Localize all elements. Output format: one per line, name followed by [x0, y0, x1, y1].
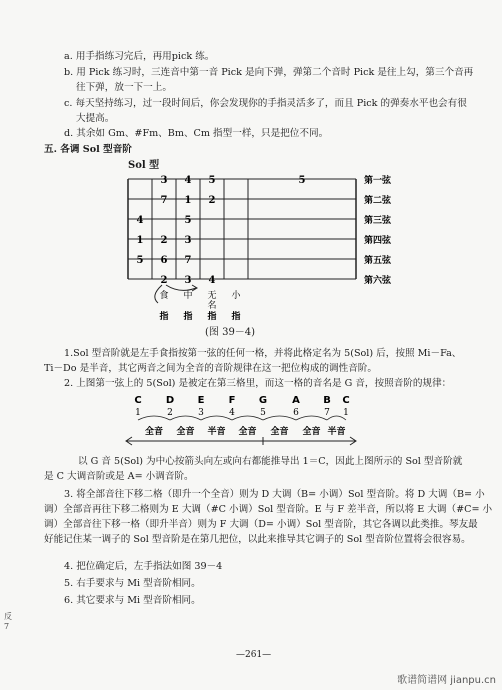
scale-number: 6 [293, 408, 299, 418]
note-number: 5 [298, 175, 306, 186]
note-number: 1 [136, 235, 144, 246]
para1-line2: Ti－Do 是半音，其它两音之间为全音的音阶规律在这一把位构成的调性音阶。 [44, 363, 377, 374]
scale-letter: F [228, 395, 236, 406]
finger-name: 中 [183, 291, 193, 301]
scale-number: 2 [167, 408, 173, 418]
note-number: 5 [208, 175, 216, 186]
string-label: 第四弦 [364, 236, 392, 246]
note-number: 5 [136, 255, 144, 266]
diagram-caption: (图 39－4) [205, 327, 256, 338]
scale-arc [263, 416, 296, 420]
scale-arc [170, 416, 201, 420]
section-title: 五. 各调 Sol 型音阶 [44, 144, 132, 155]
watermark: 歌谱简谱网 jianpu.cn [397, 675, 496, 686]
para3-line2: 是 C 大调音阶或是 A= 小调音阶。 [44, 471, 194, 482]
step-label: 全音 [270, 427, 289, 437]
step-label: 全音 [176, 427, 195, 437]
note-number: 7 [160, 195, 168, 206]
note-number: 4 [136, 215, 144, 226]
step-label: 半音 [207, 427, 226, 437]
item-b: b. 用 Pick 练习时，三连音中第一音 Pick 是向下弹，弹第二个音时 Pick 是往上勾，第三个音再 [64, 67, 474, 78]
note-number: 2 [160, 235, 168, 246]
note-number: 3 [160, 175, 168, 186]
item-5: 5. 右手要求与 Mi 型音阶相同。 [64, 578, 201, 589]
string-label: 第六弦 [364, 276, 392, 286]
scale-letter: B [323, 395, 331, 406]
para2: 2. 上图第一弦上的 5(Sol) 是被定在第三格里，而这一格的音名是 G 音，按照音阶的规律： [64, 378, 452, 389]
note-number: 3 [184, 275, 192, 286]
margin-mark: 反 7 [4, 612, 12, 631]
page-number: —261— [236, 650, 272, 660]
scale-number: 3 [198, 408, 204, 418]
para4-line2: 调）全部音再往下移二格则为 E 大调（#C 小调）Sol 型音阶。E 与 F 差半音，所以将 E 大调（#C= 小 [44, 504, 493, 515]
scale-letter: A [292, 395, 300, 406]
scale-letter: C [342, 395, 350, 406]
step-label: 全音 [144, 427, 164, 437]
note-number: 7 [184, 255, 192, 266]
scale-number: 1 [135, 408, 141, 418]
finger-suffix: 指 [231, 312, 241, 322]
finger-name: 名 [207, 301, 217, 311]
scale-number: 7 [324, 408, 330, 418]
step-label: 全音 [238, 427, 257, 437]
note-number: 4 [208, 275, 216, 286]
para4-line1: 3. 将全部音往下移二格（即升一个全音）则为 D 大调（B= 小调）Sol 型音阶。将 D 大调（B= 小 [64, 489, 485, 500]
finger-suffix: 指 [183, 312, 193, 322]
item-d: d. 其余如 Gm、#Fm、Bm、Cm 指型一样，只是把位不同。 [64, 128, 329, 139]
scale-number: 1 [343, 408, 349, 418]
finger-name: 无 [207, 291, 217, 301]
note-number: 1 [184, 195, 192, 206]
scale-letter: G [258, 395, 268, 406]
scale-number: 5 [260, 408, 266, 418]
note-number: 6 [160, 255, 168, 266]
string-label: 第二弦 [364, 196, 392, 206]
item-6: 6. 其它要求与 Mi 型音阶相同。 [64, 595, 201, 606]
scale-number: 4 [229, 408, 235, 418]
item-c-cont: 大提高。 [76, 113, 115, 124]
finger-name: 食 [159, 291, 169, 301]
finger-suffix: 指 [159, 312, 169, 322]
para1-line1: 1.Sol 型音阶就是左手食指按第一弦的任何一格，并将此格定名为 5(Sol) 后，按照 Mi－Fa、 [64, 348, 462, 359]
finger-name: 小 [231, 291, 241, 301]
step-label: 全音 [302, 427, 321, 437]
scale-letter: E [197, 395, 205, 406]
para4-line3: 调）全部音往下移一格（即升半音）则为 F 大调（D= 小调）Sol 型音阶，其它各调以此类推。琴友最 [44, 519, 478, 530]
finger-suffix: 指 [207, 312, 217, 322]
scale-arc [232, 416, 263, 420]
scale-arc [296, 416, 327, 420]
shape-label: Sol 型 [128, 160, 160, 171]
note-number: 5 [184, 215, 192, 226]
note-number: 2 [160, 275, 168, 286]
item-c: c. 每天坚持练习，过一段时间后，你会发现你的手指灵活多了，而且 Pick 的弹奏水平也会有很 [64, 98, 467, 109]
item-a: a. 用手指练习完后，再用pick 练。 [64, 51, 215, 62]
item-b-cont: 往下弹，放一下一上。 [76, 82, 172, 93]
para3-line1: 以 G 音 5(Sol) 为中心按箭头向左或向右都能推导出 1＝C，因此上图所示的 Sol 型音阶就 [78, 456, 463, 467]
scale-letter: C [134, 395, 142, 406]
step-label: 半音 [327, 427, 346, 437]
string-label: 第五弦 [364, 256, 392, 266]
note-number: 3 [184, 235, 192, 246]
item-4: 4. 把位确定后，左手指法如图 39－4 [64, 561, 223, 572]
scale-arc [201, 416, 232, 420]
scale-letter: D [165, 395, 175, 406]
note-number: 2 [208, 195, 216, 206]
scale-arc [138, 416, 170, 420]
string-label: 第一弦 [364, 176, 392, 186]
note-number: 4 [184, 175, 192, 186]
para4-line4: 好能记住某一调子的 Sol 型音阶是在第几把位，以此来推导其它调子的 Sol 型音阶位置将会很容易。 [44, 534, 471, 545]
string-label: 第三弦 [364, 216, 392, 226]
